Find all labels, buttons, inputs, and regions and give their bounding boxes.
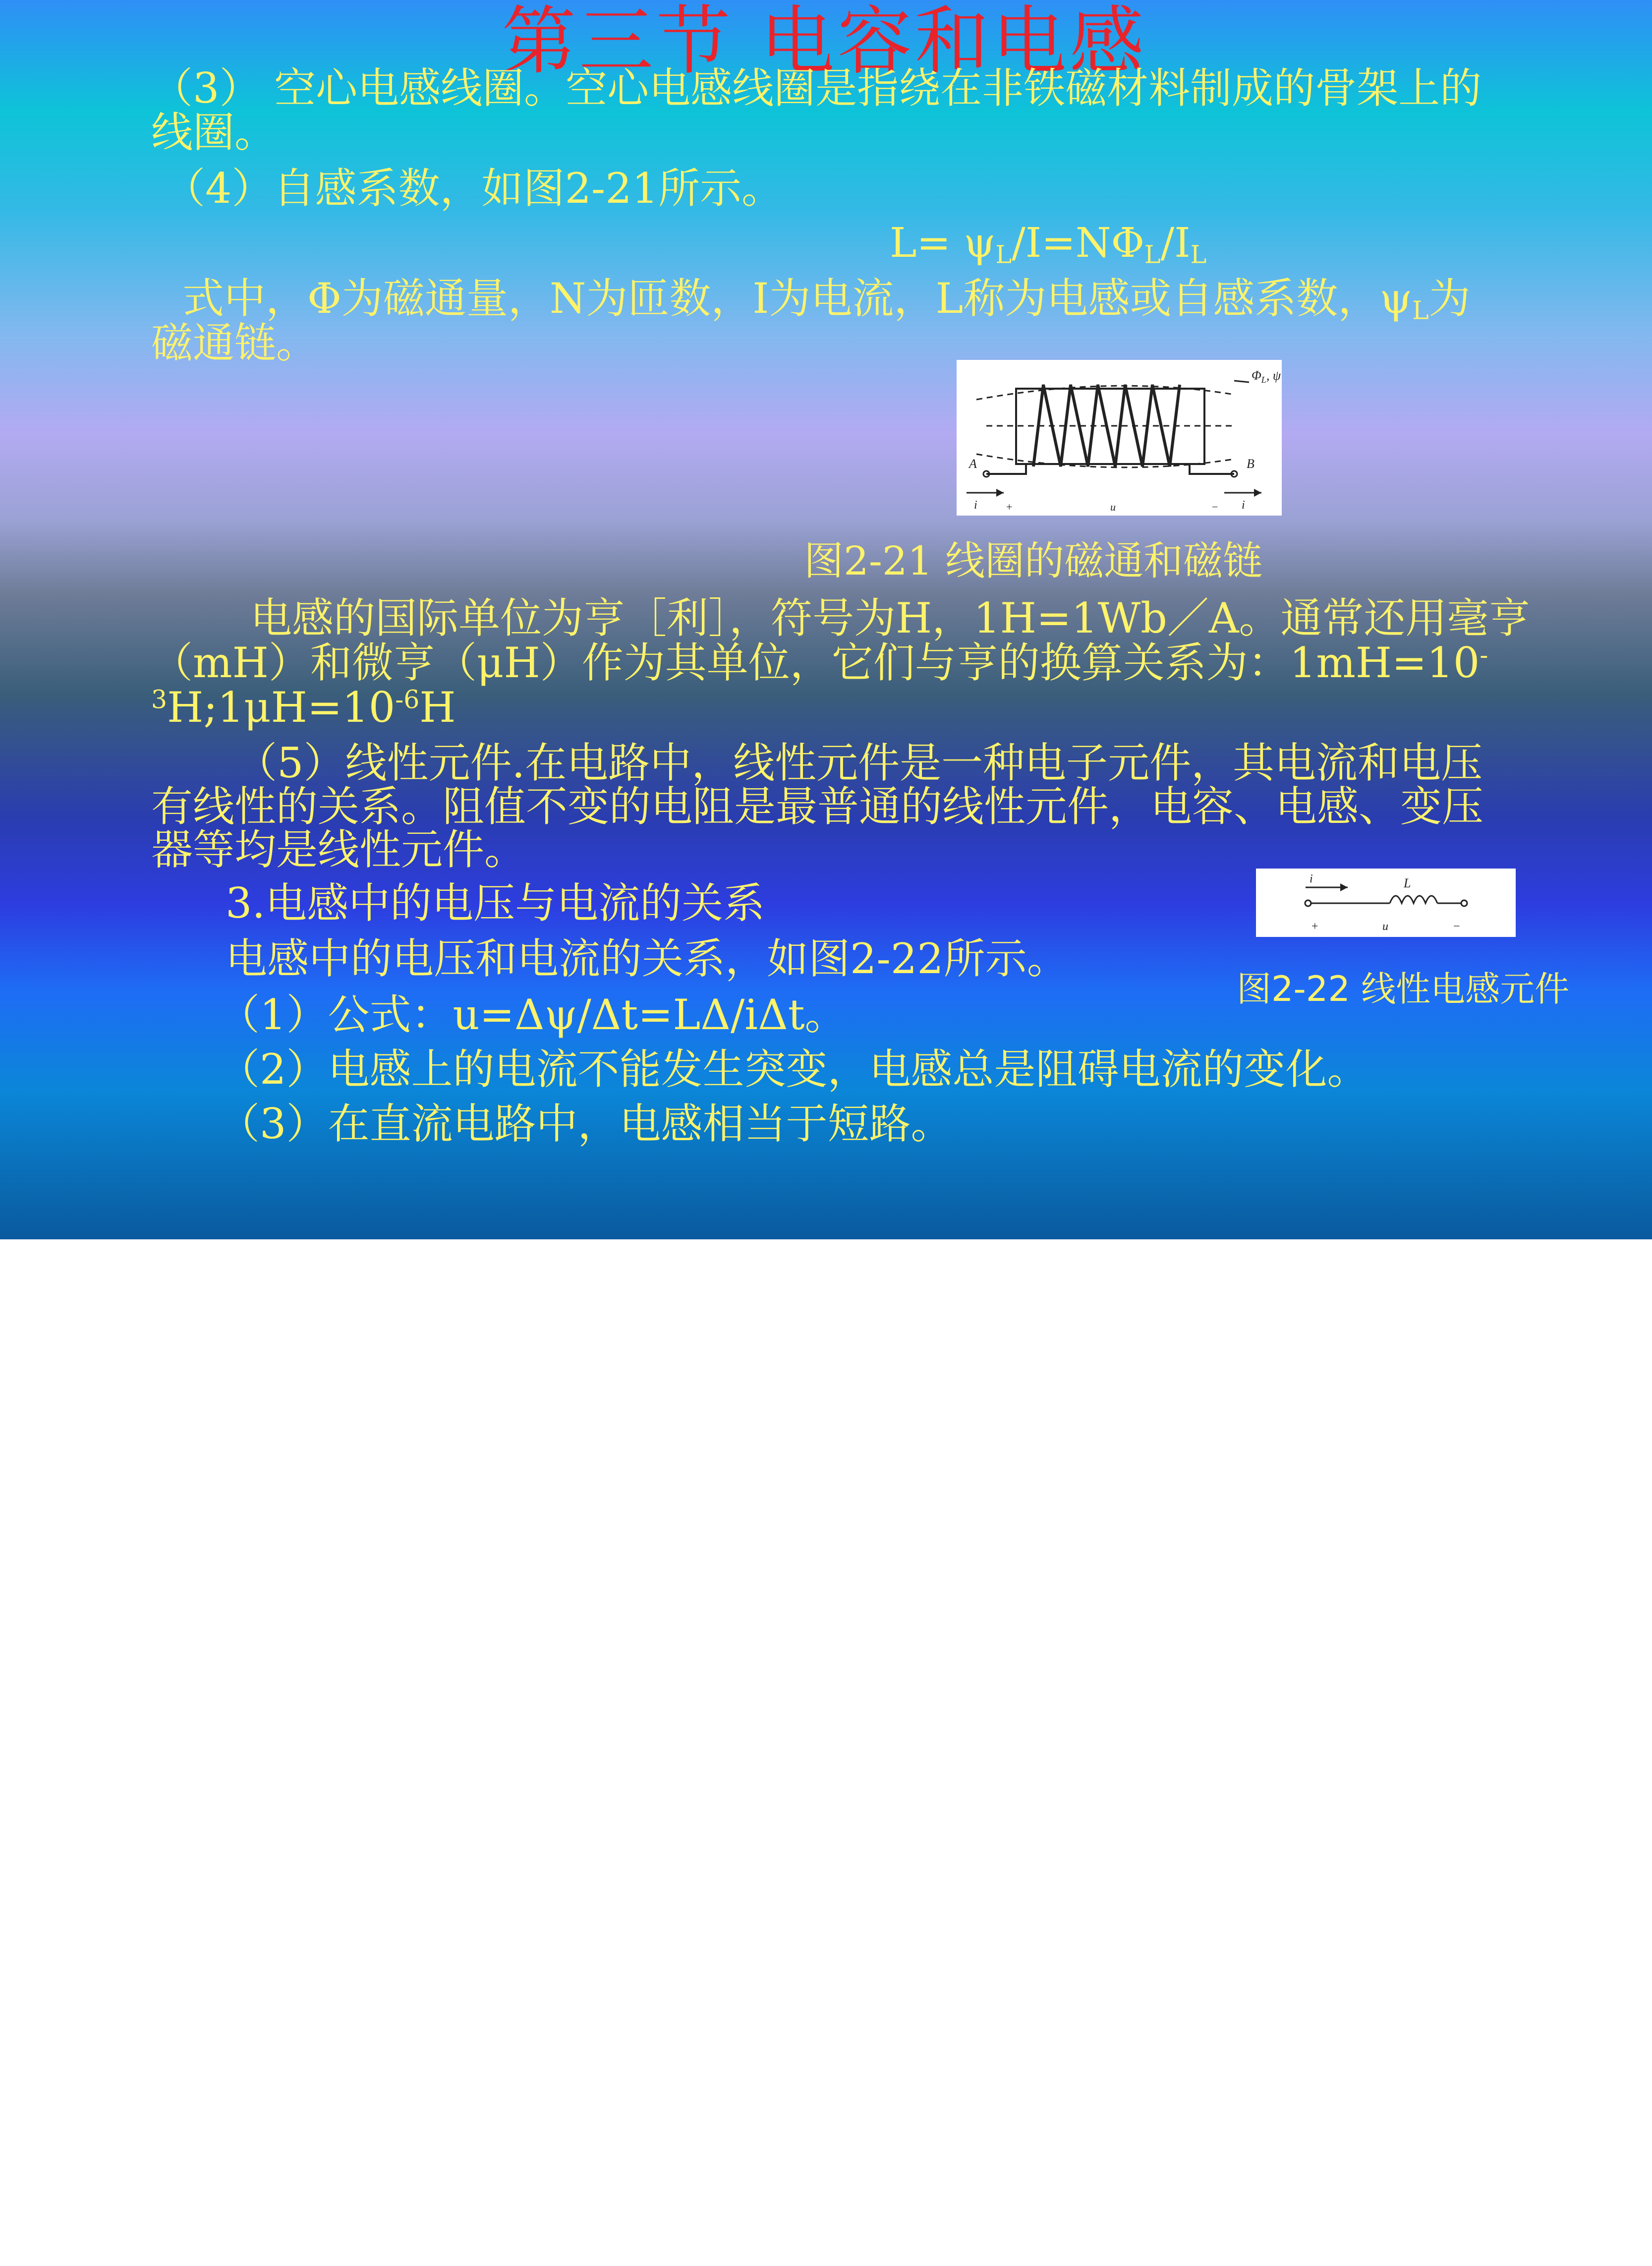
paragraph-5-line-3: 器等均是线性元件。 xyxy=(151,825,526,874)
figure-2-21-coil xyxy=(957,360,1282,516)
paragraph-5-line-2: 有线性的关系。阻值不变的电阻是最普通的线性元件，电容、电感、变压 xyxy=(151,782,1484,831)
figure-label-phi: $\Phi_L$, ψ xyxy=(1252,368,1281,385)
figure-label-i-right: i xyxy=(1242,499,1245,512)
figure-2-21-caption: 图2-21 线圈的磁通和磁链 xyxy=(804,538,1263,584)
paragraph-unit-line-3: $^3H;1\mu H=10^{-6}H$ xyxy=(151,683,456,732)
paragraph-4: （4）自感系数，如图2-21所示。 xyxy=(164,164,784,213)
formula-inductance: $L= \psi_L/I=N\Phi_L/I_L$ xyxy=(890,220,1207,269)
figure-label-minus: − xyxy=(1212,501,1218,513)
list-item-2: （2）电感上的电流不能发生突变，电感总是阻碍电流的变化。 xyxy=(218,1045,1369,1094)
slide-title: 第三节 电容和电感 xyxy=(502,0,1147,85)
list-item-3: （3）在直流电路中，电感相当于短路。 xyxy=(218,1100,953,1148)
figure-label-i-left: i xyxy=(974,499,977,512)
paragraph-unit-line-1: 电感的国际单位为亨［利］，符号为H，1H=1Wb／A。通常还用毫亨 xyxy=(250,594,1531,642)
section-heading: 3.电感中的电压与电流的关系 xyxy=(226,879,765,928)
inductor-label-l: L xyxy=(1404,876,1411,890)
paragraph-3-line-1: （3） 空心电感线圈。空心电感线圈是指绕在非铁磁材料制成的骨架上的 xyxy=(151,64,1482,113)
inductor-label-plus: + xyxy=(1311,920,1318,933)
figure-label-a: A xyxy=(969,457,977,471)
paragraph-unit-line-2: （mH）和微亨（μH）作为其单位，它们与亨的换算关系为：1mH=10- xyxy=(151,639,1488,687)
coil-diagram xyxy=(957,360,1282,516)
paragraph-6: 电感中的电压和电流的关系，如图2-22所示。 xyxy=(226,934,1069,983)
figure-2-22-caption: 图2-22 线性电感元件 xyxy=(1237,969,1570,1009)
figure-label-b: B xyxy=(1247,457,1254,471)
paragraph-5-line-1: （5）线性元件.在电路中，线性元件是一种电子元件，其电流和电压 xyxy=(235,739,1483,787)
figure-label-u: u xyxy=(1110,501,1116,513)
figure-label-plus: + xyxy=(1006,501,1013,513)
paragraph-3-line-2: 线圈。 xyxy=(151,108,277,157)
inductor-label-u: u xyxy=(1382,920,1388,933)
inductor-diagram xyxy=(1256,869,1516,937)
formula-explanation-line-1: 式中，Φ为磁通量，N为匝数，I为电流，L称为电感或自感系数，$\psi_L$为 xyxy=(182,274,1471,325)
inductor-label-i: i xyxy=(1310,872,1313,885)
inductor-label-minus: − xyxy=(1453,920,1460,933)
list-item-1: （1）公式：u=Δψ/Δt=LΔ/iΔt。 xyxy=(218,990,847,1039)
figure-2-22-inductor xyxy=(1256,869,1516,937)
formula-explanation-line-2: 磁通链。 xyxy=(151,319,318,367)
